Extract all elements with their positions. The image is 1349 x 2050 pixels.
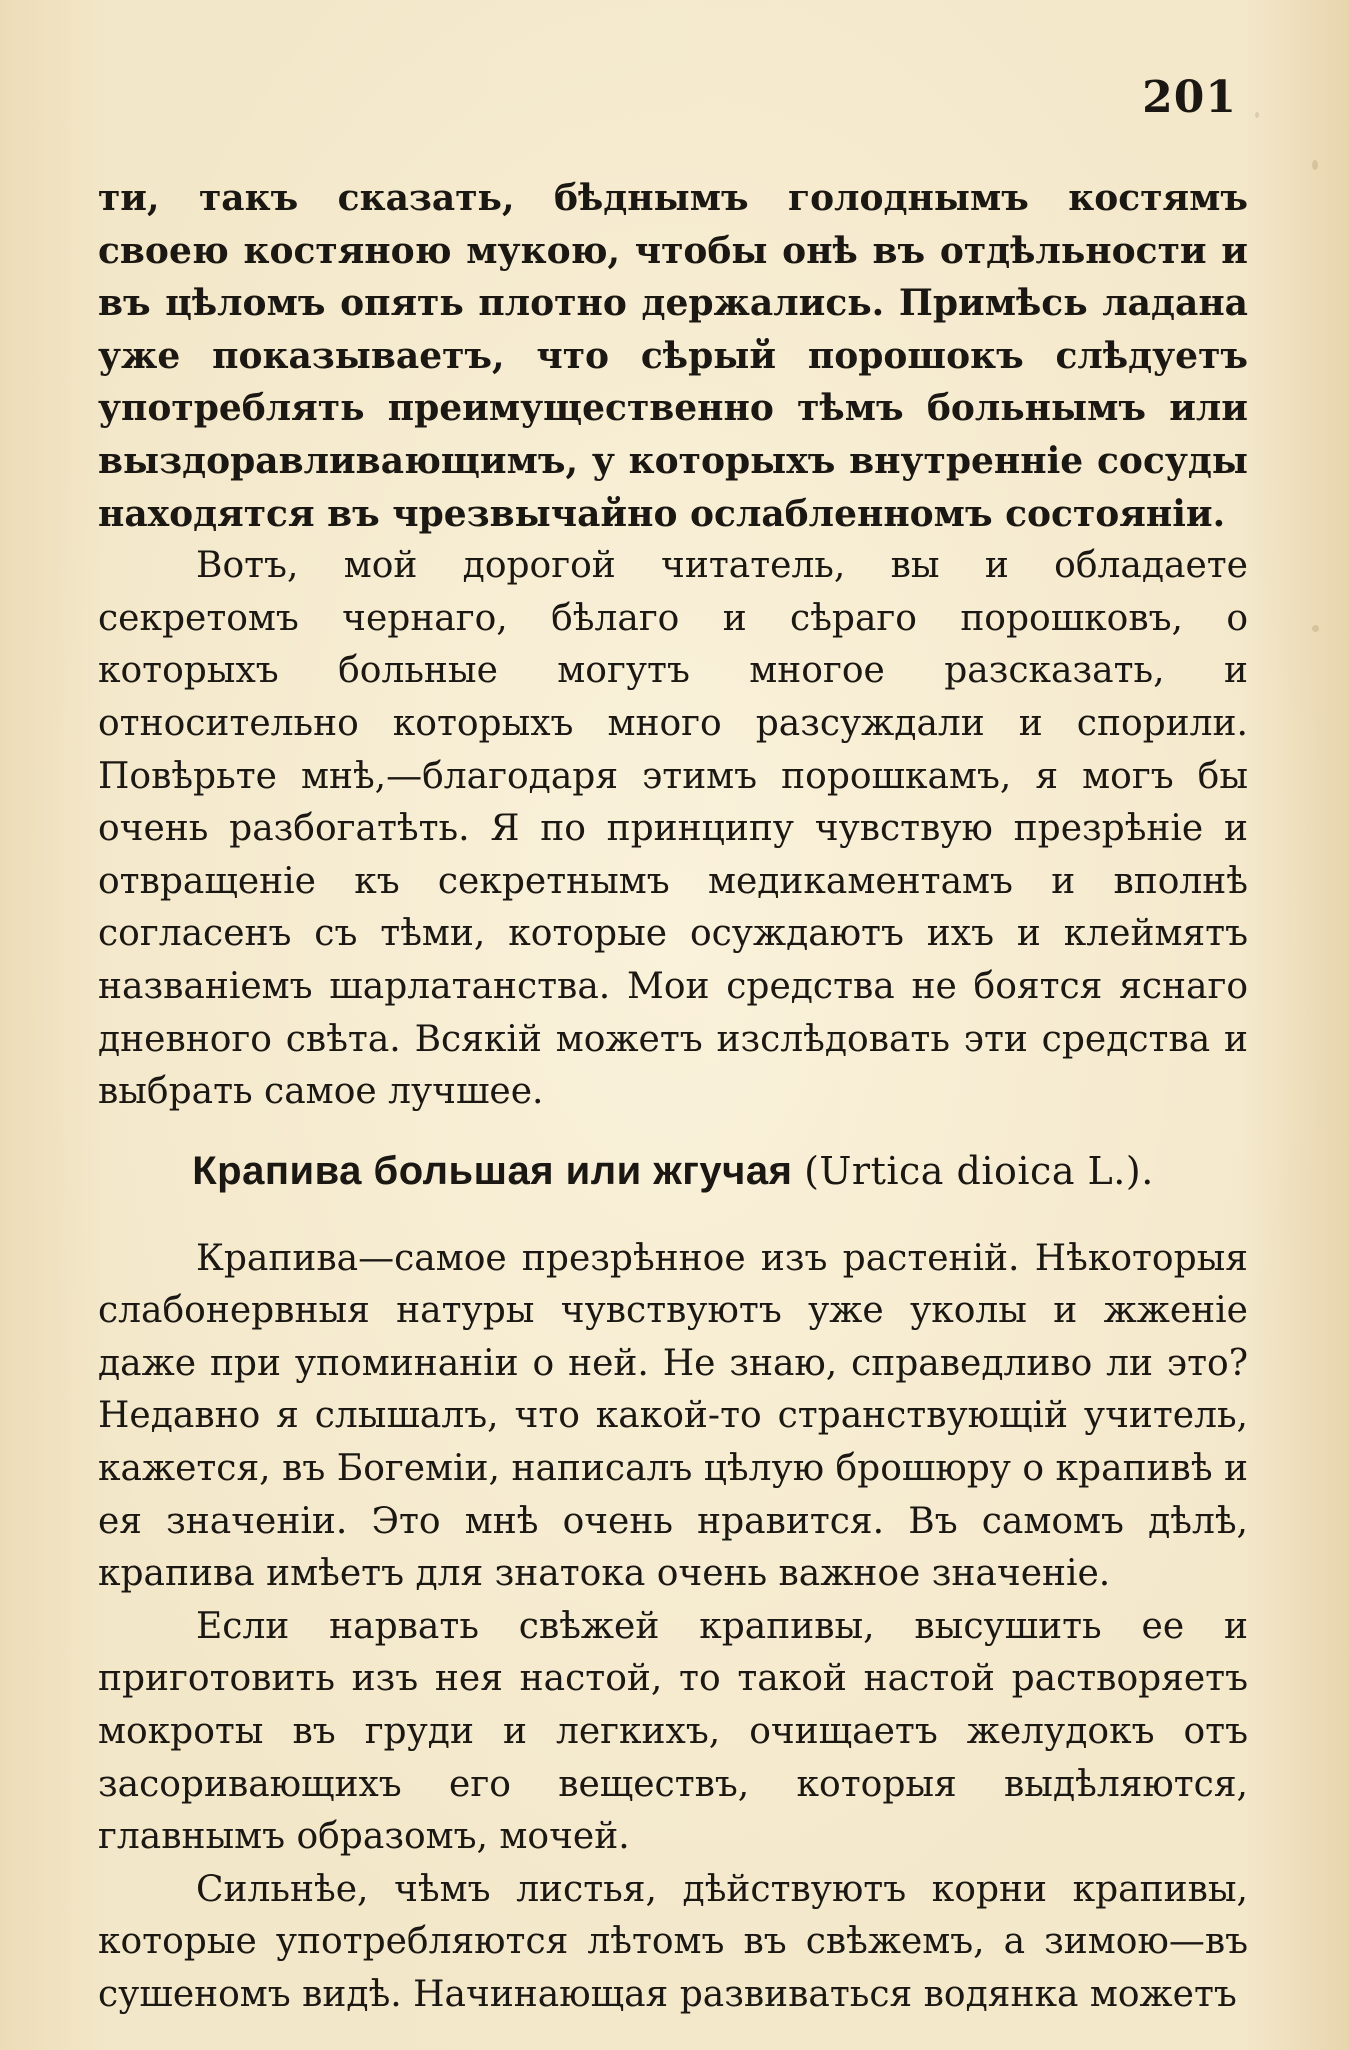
paper-stain	[1312, 625, 1319, 632]
paragraph-nettle-roots: Сильнѣе, чѣмъ листья, дѣйствуютъ корни крапивы, которые употребляются лѣтомъ въ свѣжемъ, а зимою—въ сушеномъ видѣ. Начинающая развиваться водянка можетъ	[98, 1868, 1248, 2015]
section-latin-name: (Urtica dioica L.).	[804, 1148, 1154, 1193]
paragraph-secrets: Вотъ, мой дорогой читатель, вы и обладаете секретомъ чернаго, бѣлаго и сѣраго порошковъ, о которыхъ больные могутъ многое разсказать, и относительно которыхъ много разсуждали и спорили. Повѣрьте мнѣ,—благодаря этимъ порошкамъ, я могъ бы очень разбогатѣть. Я по принципу чувствую презрѣніе и отвращеніе къ секретнымъ медикаментамъ и вполнѣ согласенъ съ тѣми, которые осуждаютъ ихъ и клеймятъ названіемъ шарлатанства. Мои средства не боятся яснаго дневного свѣта. Всякій можетъ изслѣдовать эти средства и выбрать самое лучшее.	[98, 545, 1248, 1113]
section-title: Крапива большая или жгучая	[192, 1148, 793, 1193]
page-number: 201	[1142, 72, 1237, 123]
paragraph-nettle-infusion: Если нарвать свѣжей крапивы, высушить ее и приготовить изъ нея настой, то такой настой растворяетъ мокроты въ груди и легкихъ, очищаетъ желудокъ отъ засоривающихъ его веществъ, которыя выдѣляются, главнымъ образомъ, мочей.	[98, 1605, 1248, 1858]
page-body	[98, 172, 1248, 2022]
paragraph-continued: ти, такъ сказать, бѣднымъ голоднымъ костямъ своею костяною мукою, чтобы онѣ въ отдѣльности и въ цѣломъ опять плотно держались. Примѣсь ладана уже показываетъ, что сѣрый порошокъ слѣдуетъ употреблять преимущественно тѣмъ больнымъ или выздоравливающимъ, у которыхъ внутренніе сосуды находятся въ чрезвычайно ослабленномъ состояніи.	[98, 177, 1248, 535]
paper-stain	[1255, 112, 1259, 118]
paper-stain	[1312, 160, 1318, 170]
paragraph-nettle-intro: Крапива—самое презрѣнное изъ растеній. Нѣкоторыя слабонервныя натуры чувствуютъ уже уколы и жженіе даже при упоминаніи о ней. Не знаю, справедливо ли это? Недавно я слышалъ, что какой-то странствующій учитель, кажется, въ Богеміи, написалъ цѣлую брошюру о крапивѣ и ея значеніи. Это мнѣ очень нравится. Въ самомъ дѣлѣ, крапива имѣетъ для знатока очень важное значеніе.	[98, 1237, 1248, 1595]
section-heading	[98, 1143, 1248, 1199]
